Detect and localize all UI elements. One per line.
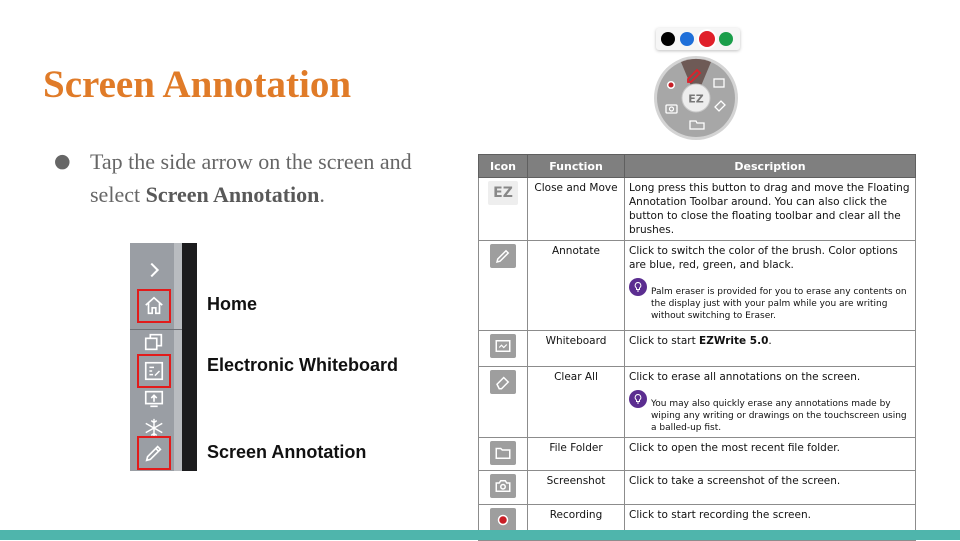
tip-text: You may also quickly erase any annotations made by wiping any writing or drawings on the touchscreen using a balled-up fist. [651,399,907,433]
tip-note [629,278,911,322]
side-toolbar-image [130,243,197,471]
table-row [479,241,916,331]
pen-icon [490,244,516,268]
lightbulb-icon [629,278,647,296]
whiteboard-icon [490,334,516,358]
floating-annotation-wheel [653,55,739,141]
description-prefix: Click to start [629,335,700,347]
record-icon [490,508,516,532]
label-screen-annotation: Screen Annotation [207,442,367,462]
screen-bezel [182,243,197,471]
description-cell: Click to take a screenshot of the screen. [625,471,916,505]
table-row [479,471,916,505]
bullet-text [90,145,460,211]
header-description: Description [625,155,916,178]
header-function: Function [528,155,625,178]
bullet-suffix: . [319,182,325,207]
table-header-row [479,155,916,178]
function-cell: Clear All [528,367,625,438]
description-cell: Click to switch the color of the brush. Color options are blue, red, green, and black. [629,245,898,271]
table-row [479,367,916,438]
description-cell: Click to open the most recent file folder. [625,438,916,471]
description-bold: EZWrite 5.0 [699,335,769,347]
camera-icon [490,474,516,498]
function-cell: Recording [528,505,625,541]
pen-icon[interactable] [137,436,171,470]
slide-title: Screen Annotation [43,63,352,106]
color-palette [656,28,740,50]
bullet-prefix: Tap the side arrow on the screen and select [90,149,412,207]
color-blue-swatch[interactable] [680,32,694,46]
table-row [479,178,916,241]
ez-icon [488,181,518,205]
function-cell: File Folder [528,438,625,471]
lightbulb-icon [629,390,647,408]
bullet-bold: Screen Annotation [145,182,320,207]
chevron-right-icon[interactable] [137,253,171,287]
description-cell: Click to start recording the screen. [625,505,916,541]
eraser-icon [490,370,516,394]
color-green-swatch[interactable] [719,32,733,46]
function-cell: Screenshot [528,471,625,505]
bottom-accent-bar [0,530,960,540]
table-row [479,438,916,471]
label-home: Home [207,294,258,314]
function-cell: Annotate [528,241,625,331]
record-icon[interactable] [668,82,675,89]
label-electronic-whiteboard: Electronic Whiteboard [207,355,399,375]
function-table [478,154,916,541]
tip-text: Palm eraser is provided for you to erase any contents on the display just with your palm while you are writing without switching to Eraser. [651,287,907,321]
color-red-swatch[interactable] [699,31,715,47]
ez-label: EZ [688,92,704,106]
color-black-swatch[interactable] [661,32,675,46]
description-cell: Click to erase all annotations on the screen. [629,371,861,383]
header-icon: Icon [479,155,528,178]
home-icon[interactable] [137,289,171,323]
function-cell: Whiteboard [528,331,625,367]
ez-icon-text: EZ [493,185,513,201]
description-cell [625,331,916,367]
tip-note [629,390,911,434]
description-suffix: . [768,335,772,347]
folder-icon [490,441,516,465]
function-cell: Close and Move [528,178,625,241]
table-row [479,331,916,367]
bullet-dot-icon: ● [54,150,71,172]
description-cell: Long press this button to drag and move the Floating Annotation Toolbar around. You can also click the button to close the floating toolbar and clear all the brushes. [625,178,916,241]
